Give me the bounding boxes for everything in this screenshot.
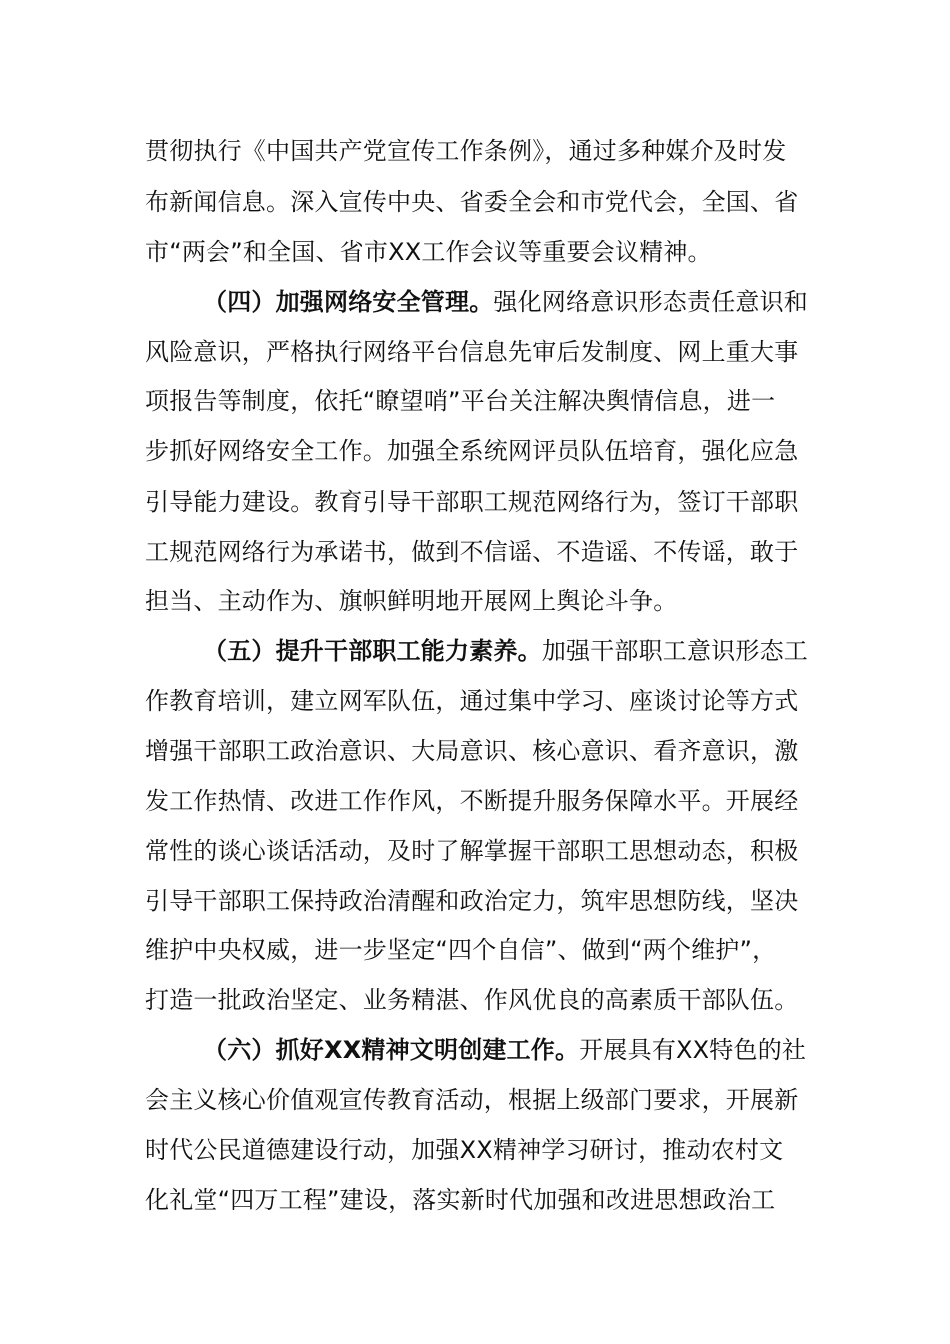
text-line: 步抓好网络安全工作。加强全系统网评员队伍培育，强化应急 <box>145 437 799 465</box>
text-line: 项报告等制度，依托“瞭望哨”平台关注解决舆情信息，进一 <box>145 387 776 415</box>
text-span: 加强干部职工意识形态工 <box>541 637 809 665</box>
text-line: 市“两会”和全国、省市XX工作会议等重要会议精神。 <box>145 238 712 266</box>
section-heading: （六）抓好XX精神文明创建工作。 <box>203 1036 580 1064</box>
section-heading: （四）加强网络安全管理。 <box>203 288 494 316</box>
text-line: 化礼堂“四万工程”建设，落实新时代加强和改进思想政治工 <box>145 1186 776 1214</box>
paragraph-first-line <box>203 1033 807 1067</box>
section-heading: （五）提升干部职工能力素养。 <box>203 637 542 665</box>
text-span: 强化网络意识形态责任意识和 <box>493 288 809 316</box>
text-line: 增强干部职工政治意识、大局意识、核心意识、看齐意识，激 <box>145 737 799 765</box>
text-line: 引导能力建设。教育引导干部职工规范网络行为，签订干部职 <box>145 488 799 516</box>
text-line: 发工作热情、改进工作作风，不断提升服务保障水平。开展经 <box>145 787 799 815</box>
paragraph-first-line <box>203 285 809 319</box>
text-line: 贯彻执行《中国共产党宣传工作条例》，通过多种媒介及时发 <box>145 137 787 165</box>
text-line: 布新闻信息。深入宣传中央、省委全会和市党代会，全国、省 <box>145 188 799 216</box>
text-line: 打造一批政治坚定、业务精湛、作风优良的高素质干部队伍。 <box>145 986 799 1014</box>
text-line: 会主义核心价值观宣传教育活动，根据上级部门要求，开展新 <box>145 1086 799 1114</box>
text-line: 时代公民道德建设行动，加强XX精神学习研讨，推动农村文 <box>145 1136 784 1164</box>
text-span: 开展具有XX特色的社 <box>579 1036 807 1064</box>
text-line: 作教育培训，建立网军队伍，通过集中学习、座谈讨论等方式 <box>145 687 799 715</box>
text-line: 担当、主动作为、旗帜鲜明地开展网上舆论斗争。 <box>145 587 678 615</box>
text-line: 维护中央权威，进一步坚定“四个自信”、做到“两个维护”， <box>145 936 777 964</box>
text-line: 工规范网络行为承诺书，做到不信谣、不造谣、不传谣，敢于 <box>145 538 799 566</box>
text-line: 引导干部职工保持政治清醒和政治定力，筑牢思想防线，坚决 <box>145 887 799 915</box>
text-line: 风险意识，严格执行网络平台信息先审后发制度、网上重大事 <box>145 338 799 366</box>
paragraph-first-line <box>203 634 809 668</box>
text-line: 常性的谈心谈话活动，及时了解掌握干部职工思想动态，积极 <box>145 837 799 865</box>
